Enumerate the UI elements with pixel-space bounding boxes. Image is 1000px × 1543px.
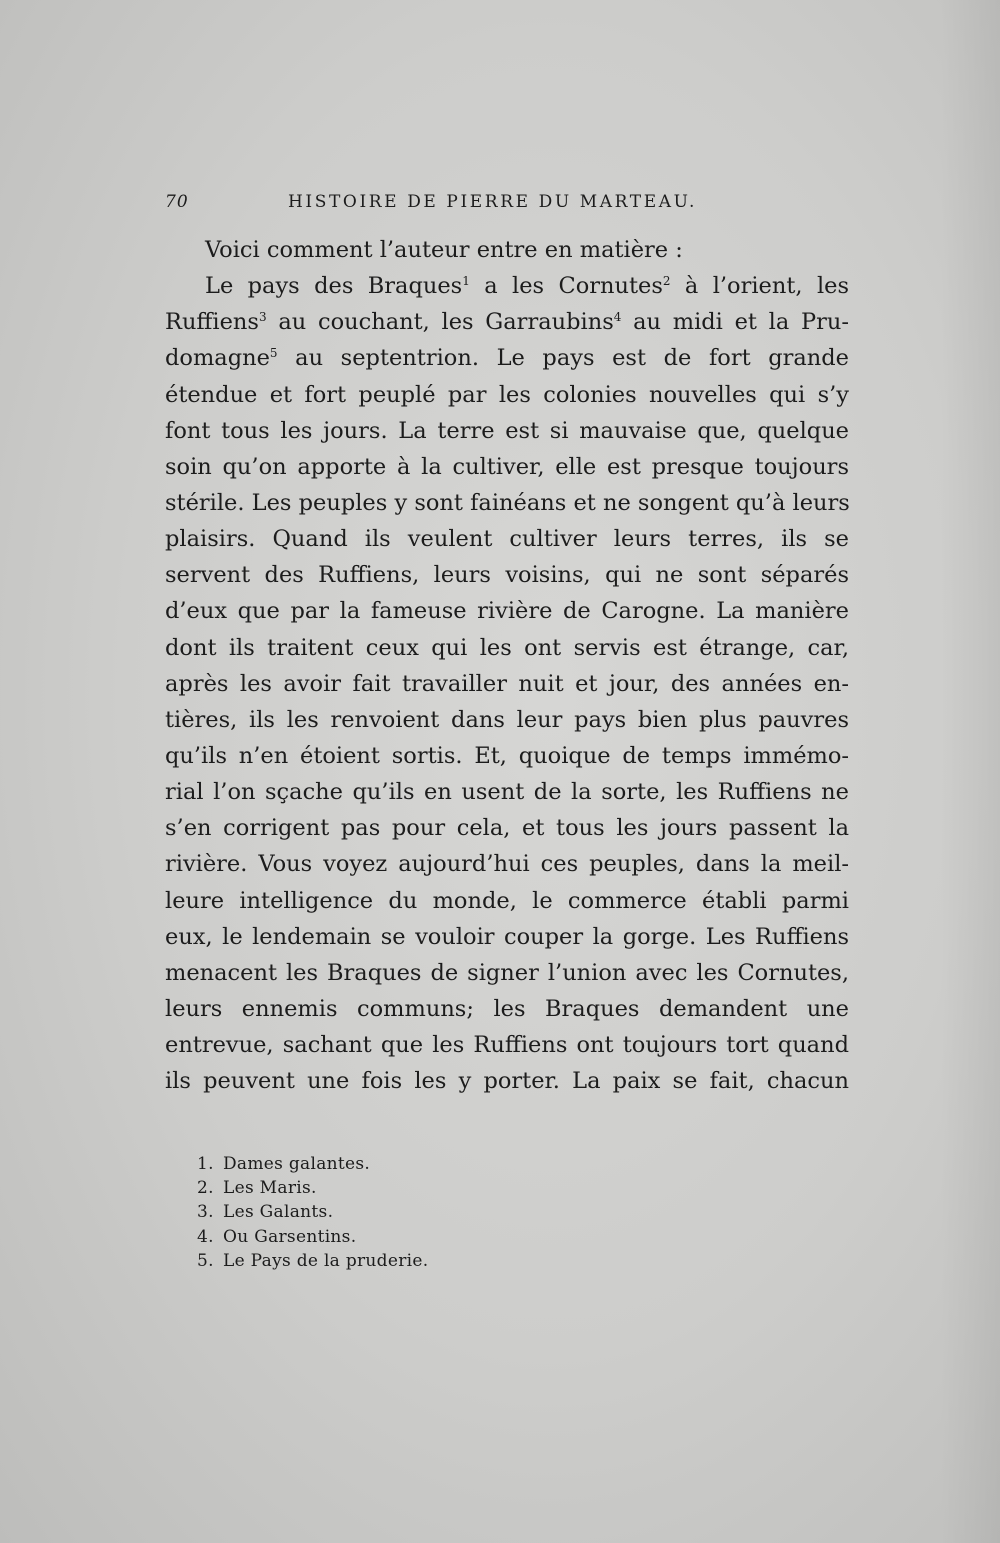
footnote bbox=[197, 1176, 697, 1200]
text-segment: au septentrion. Le pays est de fort grande bbox=[277, 345, 849, 372]
text-segment: au midi et la Pru- bbox=[621, 309, 849, 336]
text-line: font tous les jours. La terre est si mauvaise que, quelque bbox=[165, 417, 849, 444]
text-line: plaisirs. Quand ils veulent cultiver leurs terres, ils se bbox=[165, 526, 849, 553]
footnote bbox=[197, 1200, 697, 1224]
text-line: après les avoir fait travailler nuit et jour, des années en- bbox=[165, 670, 849, 697]
footnote-text: Le Pays de la pruderie. bbox=[223, 1250, 429, 1271]
footnote-text: Dames galantes. bbox=[223, 1154, 371, 1174]
footnote bbox=[197, 1249, 697, 1273]
intro-text: Voici comment l’auteur entre en matière : bbox=[205, 237, 683, 263]
footnote-number: 1. bbox=[197, 1154, 214, 1174]
footnote-text: Les Galants. bbox=[223, 1202, 334, 1223]
text-line: ils peuvent une fois les y porter. La paix se fait, chacun bbox=[165, 1068, 849, 1095]
text-line bbox=[165, 304, 849, 340]
text-line: eux, le lendemain se vouloir couper la gorge. Les Ruffiens bbox=[165, 923, 849, 950]
page-header bbox=[165, 192, 845, 222]
text-segment: Ruffiens bbox=[165, 309, 259, 336]
text-line: d’eux que par la fameuse rivière de Carogne. La manière bbox=[165, 598, 849, 625]
text-line bbox=[165, 268, 849, 304]
text-line bbox=[165, 232, 849, 268]
text-line: rial l’on sçache qu’ils en usent de la sorte, les Ruffiens ne bbox=[165, 779, 849, 806]
text-segment: au couchant, les Garraubins bbox=[266, 309, 614, 336]
running-title: HISTOIRE DE PIERRE DU MARTEAU. bbox=[288, 192, 697, 212]
footnote-number: 5. bbox=[197, 1250, 214, 1271]
footnote-text: Ou Garsentins. bbox=[223, 1226, 357, 1247]
text-line bbox=[165, 340, 849, 376]
page-number: 70 bbox=[165, 192, 189, 212]
text-line: s’en corrigent pas pour cela, et tous les jours passent la bbox=[165, 815, 849, 842]
text-segment: à l’orient, les bbox=[670, 273, 849, 300]
text-line: rivière. Vous voyez aujourd’hui ces peuples, dans la meil- bbox=[165, 851, 849, 878]
page-shadow bbox=[940, 0, 1000, 1543]
text-line: stérile. Les peuples y sont fainéans et ne songent qu’à leurs bbox=[165, 489, 850, 516]
text-segment: Le pays des Braques bbox=[205, 273, 463, 300]
text-line: qu’ils n’en étoient sortis. Et, quoique de temps immémo- bbox=[165, 742, 849, 769]
text-line: étendue et fort peuplé par les colonies nouvelles qui s’y bbox=[165, 381, 849, 408]
text-line: menacent les Braques de signer l’union avec les Cornutes, bbox=[165, 959, 849, 986]
footnotes bbox=[197, 1152, 697, 1273]
text-line: tières, ils les renvoient dans leur pays bien plus pauvres bbox=[165, 706, 849, 733]
footnote-number: 4. bbox=[197, 1226, 214, 1247]
footnote-ref: 1 bbox=[462, 274, 470, 289]
footnote bbox=[197, 1152, 697, 1176]
footnote bbox=[197, 1225, 697, 1249]
text-line: dont ils traitent ceux qui les ont servis est étrange, car, bbox=[165, 634, 849, 661]
text-line: leure intelligence du monde, le commerce établi parmi bbox=[165, 887, 849, 914]
footnote-ref: 4 bbox=[613, 310, 622, 325]
footnote-number: 3. bbox=[197, 1202, 214, 1223]
text-line: soin qu’on apporte à la cultiver, elle est presque toujours bbox=[165, 453, 849, 480]
footnote-ref: 3 bbox=[258, 310, 267, 325]
footnote-number: 2. bbox=[197, 1178, 214, 1199]
body-text bbox=[165, 232, 849, 1099]
footnote-text: Les Maris. bbox=[223, 1178, 317, 1199]
text-segment: a les Cornutes bbox=[469, 273, 663, 300]
text-line: leurs ennemis communs; les Braques demandent une bbox=[165, 995, 849, 1022]
footnote-ref: 5 bbox=[269, 346, 278, 361]
text-line: entrevue, sachant que les Ruffiens ont toujours tort quand bbox=[165, 1032, 849, 1059]
text-line: servent des Ruffiens, leurs voisins, qui ne sont séparés bbox=[165, 562, 849, 589]
text-segment: domagne bbox=[165, 345, 270, 372]
footnote-ref: 2 bbox=[662, 274, 671, 289]
